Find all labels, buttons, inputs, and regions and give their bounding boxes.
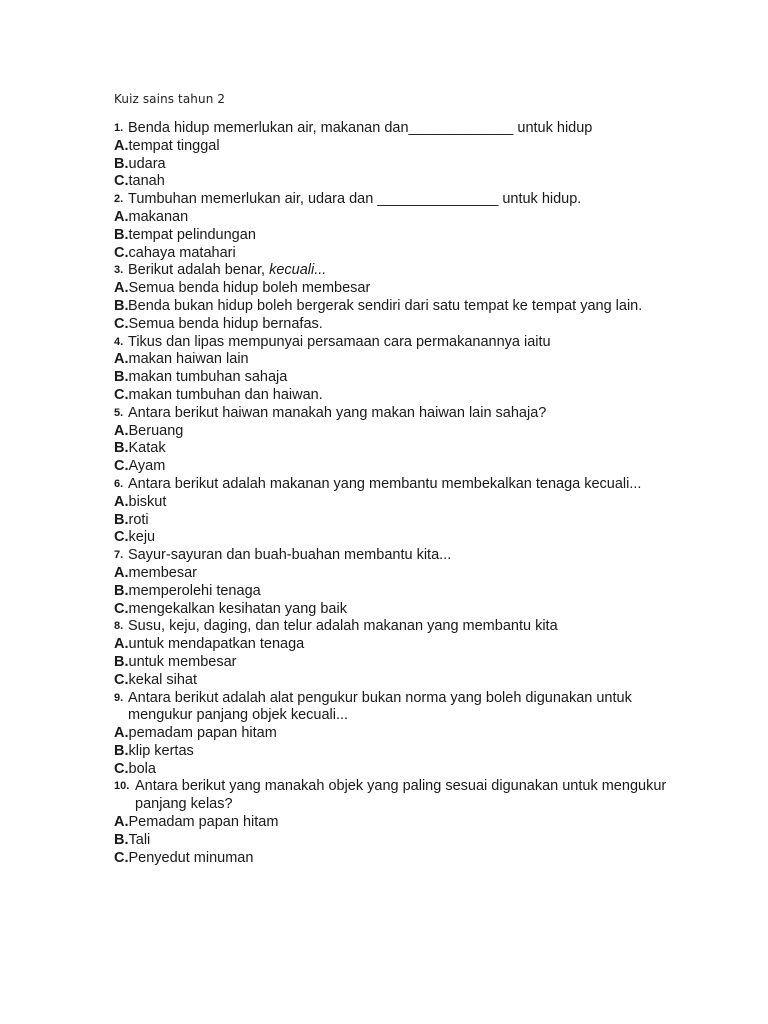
option-letter: A. — [114, 725, 129, 742]
option-letter: C. — [114, 529, 129, 546]
option-letter: A. — [114, 280, 129, 297]
option-3b — [114, 298, 674, 316]
question-number: 6. — [114, 477, 124, 490]
question-text: Tikus dan lipas mempunyai persamaan cara permakanannya iaitu — [128, 333, 551, 350]
option-letter: B. — [114, 369, 129, 386]
question-text: Antara berikut haiwan manakah yang makan haiwan lain sahaja? — [128, 404, 547, 421]
question-number: 3. — [114, 264, 124, 277]
question-text: Antara berikut adalah makanan yang membantu membekalkan tenaga kecuali... — [128, 475, 642, 492]
question-text: Antara berikut yang manakah objek yang paling sesuai digunakan untuk mengukur panjang kelas? — [135, 778, 667, 813]
option-letter: A. — [114, 636, 129, 653]
option-text: roti — [128, 511, 149, 528]
option-letter: A. — [114, 814, 129, 831]
option-1b — [114, 156, 674, 174]
option-letter: B. — [114, 297, 129, 314]
option-text: Semua benda hidup bernafas. — [128, 315, 323, 332]
option-letter: C. — [114, 244, 129, 261]
question-7 — [114, 547, 674, 565]
question-number: 7. — [114, 549, 124, 562]
option-6b — [114, 512, 674, 530]
option-text: udara — [128, 155, 166, 172]
option-text: cahaya matahari — [128, 244, 236, 261]
option-text: membesar — [128, 564, 197, 581]
option-10a — [114, 814, 674, 832]
option-text: tempat pelindungan — [128, 226, 256, 243]
page-title: Kuiz sains tahun 2 — [114, 92, 226, 106]
option-text: memperolehi tenaga — [128, 582, 261, 599]
option-letter: A. — [114, 422, 129, 439]
option-3c — [114, 316, 674, 334]
question-6 — [114, 476, 674, 494]
option-letter: A. — [114, 137, 129, 154]
option-text: makan tumbuhan sahaja — [128, 369, 288, 386]
question-number: 1. — [114, 122, 124, 134]
question-9 — [114, 690, 674, 726]
question-number: 8. — [114, 620, 124, 633]
option-text: makanan — [128, 208, 189, 225]
option-8c — [114, 672, 674, 690]
option-5a — [114, 423, 674, 441]
option-letter: C. — [114, 671, 129, 688]
option-text: keju — [128, 529, 156, 546]
option-letter: B. — [114, 582, 129, 599]
option-letter: B. — [114, 155, 129, 172]
question-number: 2. — [114, 193, 124, 206]
option-letter: B. — [114, 440, 129, 457]
question-1 — [114, 120, 674, 138]
option-letter: C. — [114, 600, 129, 617]
option-5c — [114, 458, 674, 476]
option-letter: C. — [114, 458, 129, 475]
option-text: tanah — [128, 173, 165, 190]
option-7a — [114, 565, 674, 583]
option-2a — [114, 209, 674, 227]
option-letter: C. — [114, 760, 129, 777]
option-letter: B. — [114, 831, 129, 848]
option-6a — [114, 494, 674, 512]
option-text: makan tumbuhan dan haiwan. — [128, 386, 323, 403]
option-text: Tali — [128, 831, 151, 848]
option-text: Semua benda hidup boleh membesar — [128, 280, 371, 297]
question-text: Sayur-sayuran dan buah-buahan membantu kita... — [128, 547, 452, 564]
question-4 — [114, 334, 674, 352]
option-5b — [114, 440, 674, 458]
option-text: pemadam papan hitam — [128, 725, 277, 742]
question-3 — [114, 262, 674, 280]
question-text: Susu, keju, daging, dan telur adalah makanan yang membantu kita — [128, 618, 558, 635]
question-number: 4. — [114, 335, 124, 348]
option-8b — [114, 654, 674, 672]
option-text: kekal sihat — [128, 671, 198, 688]
option-letter: B. — [114, 511, 129, 528]
question-number: 9. — [114, 691, 124, 704]
question-text-main: Berikut adalah benar, — [128, 262, 270, 279]
option-letter: B. — [114, 226, 129, 243]
option-text: mengekalkan kesihatan yang baik — [128, 600, 347, 617]
question-text: Tumbuhan memerlukan air, udara dan _______________ untuk hidup. — [128, 191, 582, 208]
question-2 — [114, 191, 674, 209]
option-text: Benda bukan hidup boleh bergerak sendiri dari satu tempat ke tempat yang lain. — [128, 297, 643, 314]
option-text: Beruang — [128, 422, 184, 439]
option-text: Katak — [128, 440, 166, 457]
option-4c — [114, 387, 674, 405]
quiz-document — [114, 92, 674, 867]
option-10b — [114, 832, 674, 850]
option-8a — [114, 636, 674, 654]
option-text: untuk membesar — [128, 653, 237, 670]
option-letter: C. — [114, 173, 129, 190]
option-9a — [114, 725, 674, 743]
option-text: klip kertas — [128, 742, 194, 759]
option-text: Pemadam papan hitam — [128, 814, 279, 831]
question-number: 5. — [114, 406, 124, 419]
option-2b — [114, 227, 674, 245]
option-letter: A. — [114, 564, 129, 581]
option-text: Penyedut minuman — [128, 849, 254, 866]
option-3a — [114, 280, 674, 298]
question-text: Antara berikut adalah alat pengukur bukan norma yang boleh digunakan untuk mengukur panjang objek kecuali... — [128, 689, 632, 724]
option-letter: A. — [114, 208, 129, 225]
question-8 — [114, 618, 674, 636]
option-text: Ayam — [128, 458, 166, 475]
option-text: makan haiwan lain — [128, 351, 249, 368]
option-letter: B. — [114, 742, 129, 759]
option-4a — [114, 351, 674, 369]
option-9c — [114, 761, 674, 779]
option-text: biskut — [128, 493, 167, 510]
option-letter: A. — [114, 493, 129, 510]
option-1a — [114, 138, 674, 156]
option-letter: B. — [114, 653, 129, 670]
option-text: bola — [128, 760, 156, 777]
option-2c — [114, 245, 674, 263]
option-letter: C. — [114, 315, 129, 332]
option-text: untuk mendapatkan tenaga — [128, 636, 305, 653]
question-text-italic: kecuali... — [269, 262, 327, 279]
option-9b — [114, 743, 674, 761]
question-10 — [114, 778, 674, 814]
option-letter: A. — [114, 351, 129, 368]
question-text: Benda hidup memerlukan air, makanan dan_____________ untuk hidup — [128, 120, 593, 136]
question-number: 10. — [114, 780, 130, 793]
option-letter: C. — [114, 386, 129, 403]
question-5 — [114, 405, 674, 423]
option-7b — [114, 583, 674, 601]
option-text: tempat tinggal — [128, 137, 220, 154]
option-6c — [114, 529, 674, 547]
option-10c — [114, 850, 674, 868]
question-text — [128, 262, 674, 280]
option-7c — [114, 601, 674, 619]
option-4b — [114, 369, 674, 387]
option-1c — [114, 173, 674, 191]
option-letter: C. — [114, 849, 129, 866]
